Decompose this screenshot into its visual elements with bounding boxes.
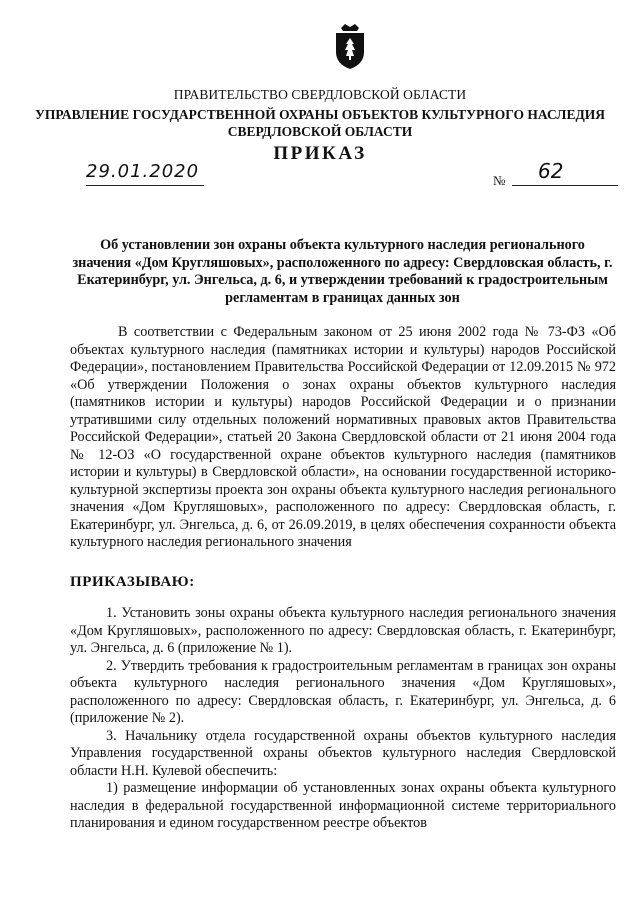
order-keyword: ПРИКАЗЫВАЮ: — [70, 574, 195, 590]
department-line-2: СВЕРДЛОВСКОЙ ОБЛАСТИ — [227, 124, 413, 139]
order-subject: Об установлении зон охраны объекта культурного наследия регионального значения «Дом Кругляшовых», расположенного по адресу: Свердловская область, г. Екатеринбург, ул. Энгельса, д. 6, и утверждении требований к градостроительным регламентам в границах данных зон — [72, 237, 613, 306]
department-line-1: УПРАВЛЕНИЕ ГОСУДАРСТВЕННОЙ ОХРАНЫ ОБЪЕКТОВ КУЛЬТУРНОГО НАСЛЕДИЯ — [34, 107, 606, 122]
number-label: № — [493, 173, 506, 188]
order-item-3: 3. Начальнику отдела государственной охраны объектов культурного наследия Управления государственной охраны объектов культурного наследия Свердловской области Н.Н. Кулевой обеспечить: — [70, 727, 616, 779]
order-item-1: 1. Установить зоны охраны объекта культурного наследия регионального значения «Дом Кругляшовых», расположенного по адресу: Свердловская область, г. Екатеринбург, ул. Энгельса, д. 6 (приложение № 1). — [70, 605, 616, 656]
preamble-block — [70, 324, 616, 552]
document-type-title: ПРИКАЗ — [273, 143, 367, 164]
preamble-paragraph: В соответствии с Федеральным законом от 25 июня 2002 года № 73-ФЗ «Об объектах культурного наследия (памятниках истории и культуры) народов Российской Федерации», постановлением Правительства Российской Федерации от 12.09.2015 № 972 «Об утверждении Положения о зонах охраны объектов культурного наследия (памятников истории и культуры) народов Российской Федерации и о признании утратившими силу отдельных положений нормативных правовых актов Правительства Российской Федерации», статьей 20 Закона Свердловской области от 21 июня 2004 года № 12-ОЗ «О государственной охране объектов культурного наследия (памятников истории и культуры) в Свердловской области», на основании государственной историко-культурной экспертизы проекта зон охраны объекта культурного наследия регионального значения «Дом Кругляшовых», расположенного по адресу: Свердловская область, г. Екатеринбург, ул. Энгельса, д. 6, от 26.09.2019, в целях обеспечения сохранности объекта культурного наследия регионального значения — [70, 324, 616, 550]
number-field — [512, 159, 618, 186]
department-name — [0, 106, 640, 140]
handwritten-date: 29.01.2020 — [86, 161, 200, 182]
order-item-2: 2. Утвердить требования к градостроительным регламентам в границах зон охраны объекта культурного наследия регионального значения «Дом Кругляшовых», расположенного по адресу: Свердловская область, г. Екатеринбург, ул. Энгельса, д. 6 (приложение № 2). — [70, 657, 616, 726]
order-item-3-1: 1) размещение информации об установленных зонах охраны объекта культурного наследия в федеральной государственной информационной системе территориального планирования и едином государственном реестре объектов — [70, 780, 616, 831]
handwritten-number: 62 — [538, 159, 564, 183]
government-name: ПРАВИТЕЛЬСТВО СВЕРДЛОВСКОЙ ОБЛАСТИ — [173, 87, 467, 102]
order-items — [70, 605, 616, 833]
date-field — [86, 163, 204, 186]
coat-of-arms-icon — [332, 22, 368, 70]
